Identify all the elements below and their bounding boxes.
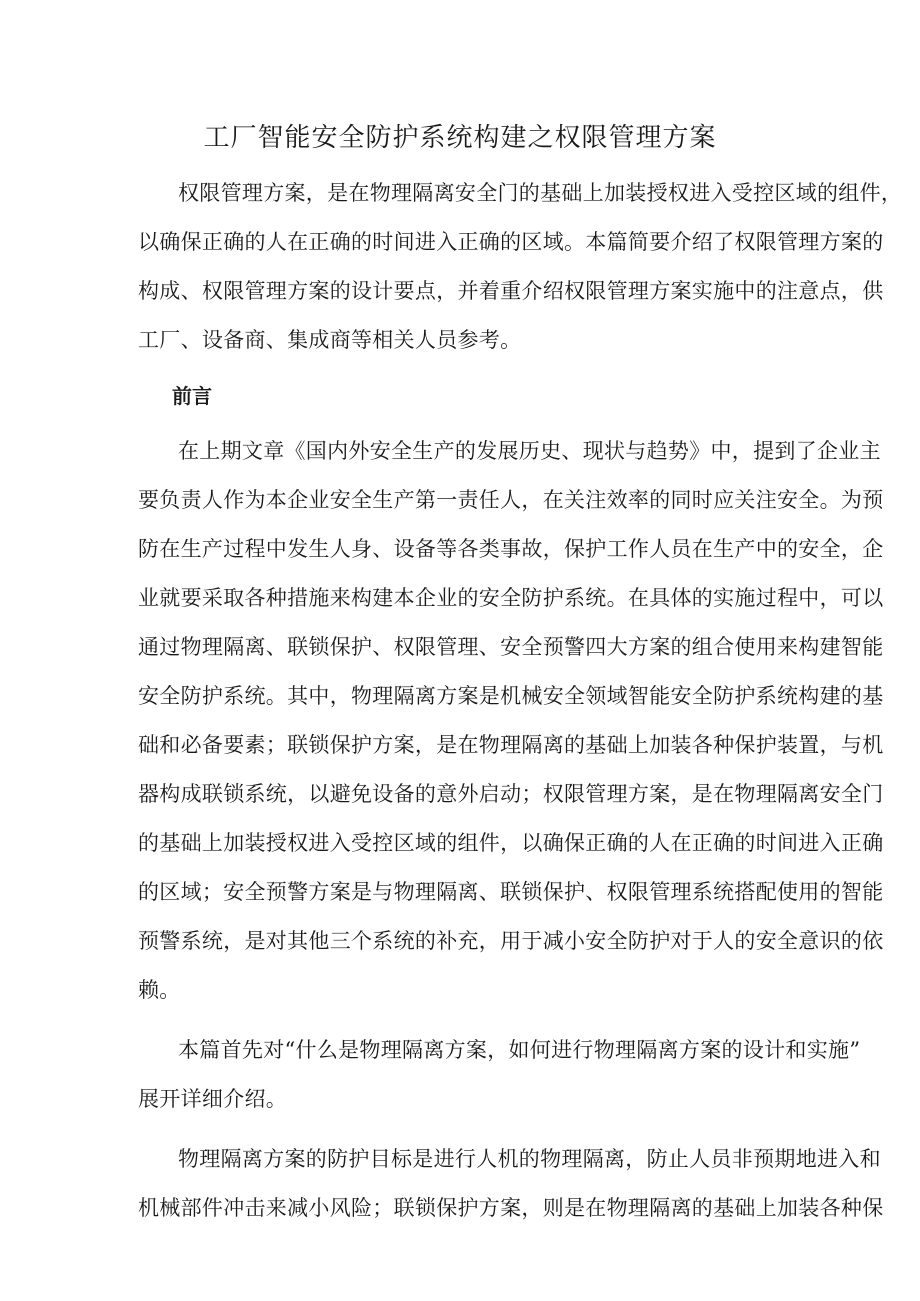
intro-line: 防在生产过程中发生人身、设备等各类事故，保护工作人员在生产中的安全，企 [138, 537, 884, 561]
intro-line: 在上期文章《国内外安全生产的发展历史、现状与趋势》中，提到了企业主 [178, 439, 881, 463]
focus-line: 展开详细介绍。 [138, 1087, 288, 1111]
intro-line: 预警系统，是对其他三个系统的补充，用于减小安全防护对于人的安全意识的依 [138, 929, 884, 953]
section-heading: 前言 [172, 384, 212, 408]
intro-line: 要负责人作为本企业安全生产第一责任人，在关注效率的同时应关注安全。为预 [138, 488, 884, 512]
intro-line: 安全防护系统。其中，物理隔离方案是机械安全领域智能安全防护系统构建的基 [138, 684, 884, 708]
goal-line: 机械部件冲击来减小风险；联锁保护方案，则是在物理隔离的基础上加装各种保 [138, 1196, 884, 1220]
abstract-line: 工厂、设备商、集成商等相关人员参考。 [138, 328, 522, 352]
intro-line: 的区域；安全预警方案是与物理隔离、联锁保护、权限管理系统搭配使用的智能 [138, 880, 884, 904]
abstract-line: 构成、权限管理方案的设计要点，并着重介绍权限管理方案实施中的注意点，供 [138, 279, 884, 303]
intro-line: 通过物理隔离、联锁保护、权限管理、安全预警四大方案的组合使用来构建智能 [138, 635, 884, 659]
intro-line: 础和必备要素；联锁保护方案，是在物理隔离的基础上加装各种保护装置，与机 [138, 733, 884, 757]
document-title: 工厂智能安全防护系统构建之权限管理方案 [203, 123, 717, 153]
abstract-line: 权限管理方案，是在物理隔离安全门的基础上加装授权进入受控区域的组件， [178, 181, 903, 205]
intro-line: 业就要采取各种措施来构建本企业的安全防护系统。在具体的实施过程中，可以 [138, 586, 884, 610]
abstract-line: 以确保正确的人在正确的时间进入正确的区域。本篇简要介绍了权限管理方案的 [138, 230, 884, 254]
intro-line: 的基础上加装授权进入受控区域的组件，以确保正确的人在正确的时间进入正确 [138, 831, 884, 855]
intro-line: 器构成联锁系统，以避免设备的意外启动；权限管理方案，是在物理隔离安全门 [138, 782, 884, 806]
focus-line: 本篇首先对“什么是物理隔离方案，如何进行物理隔离方案的设计和实施” [178, 1038, 861, 1062]
intro-line: 赖。 [138, 978, 181, 1002]
goal-line: 物理隔离方案的防护目标是进行人机的物理隔离，防止人员非预期地进入和 [178, 1147, 881, 1171]
